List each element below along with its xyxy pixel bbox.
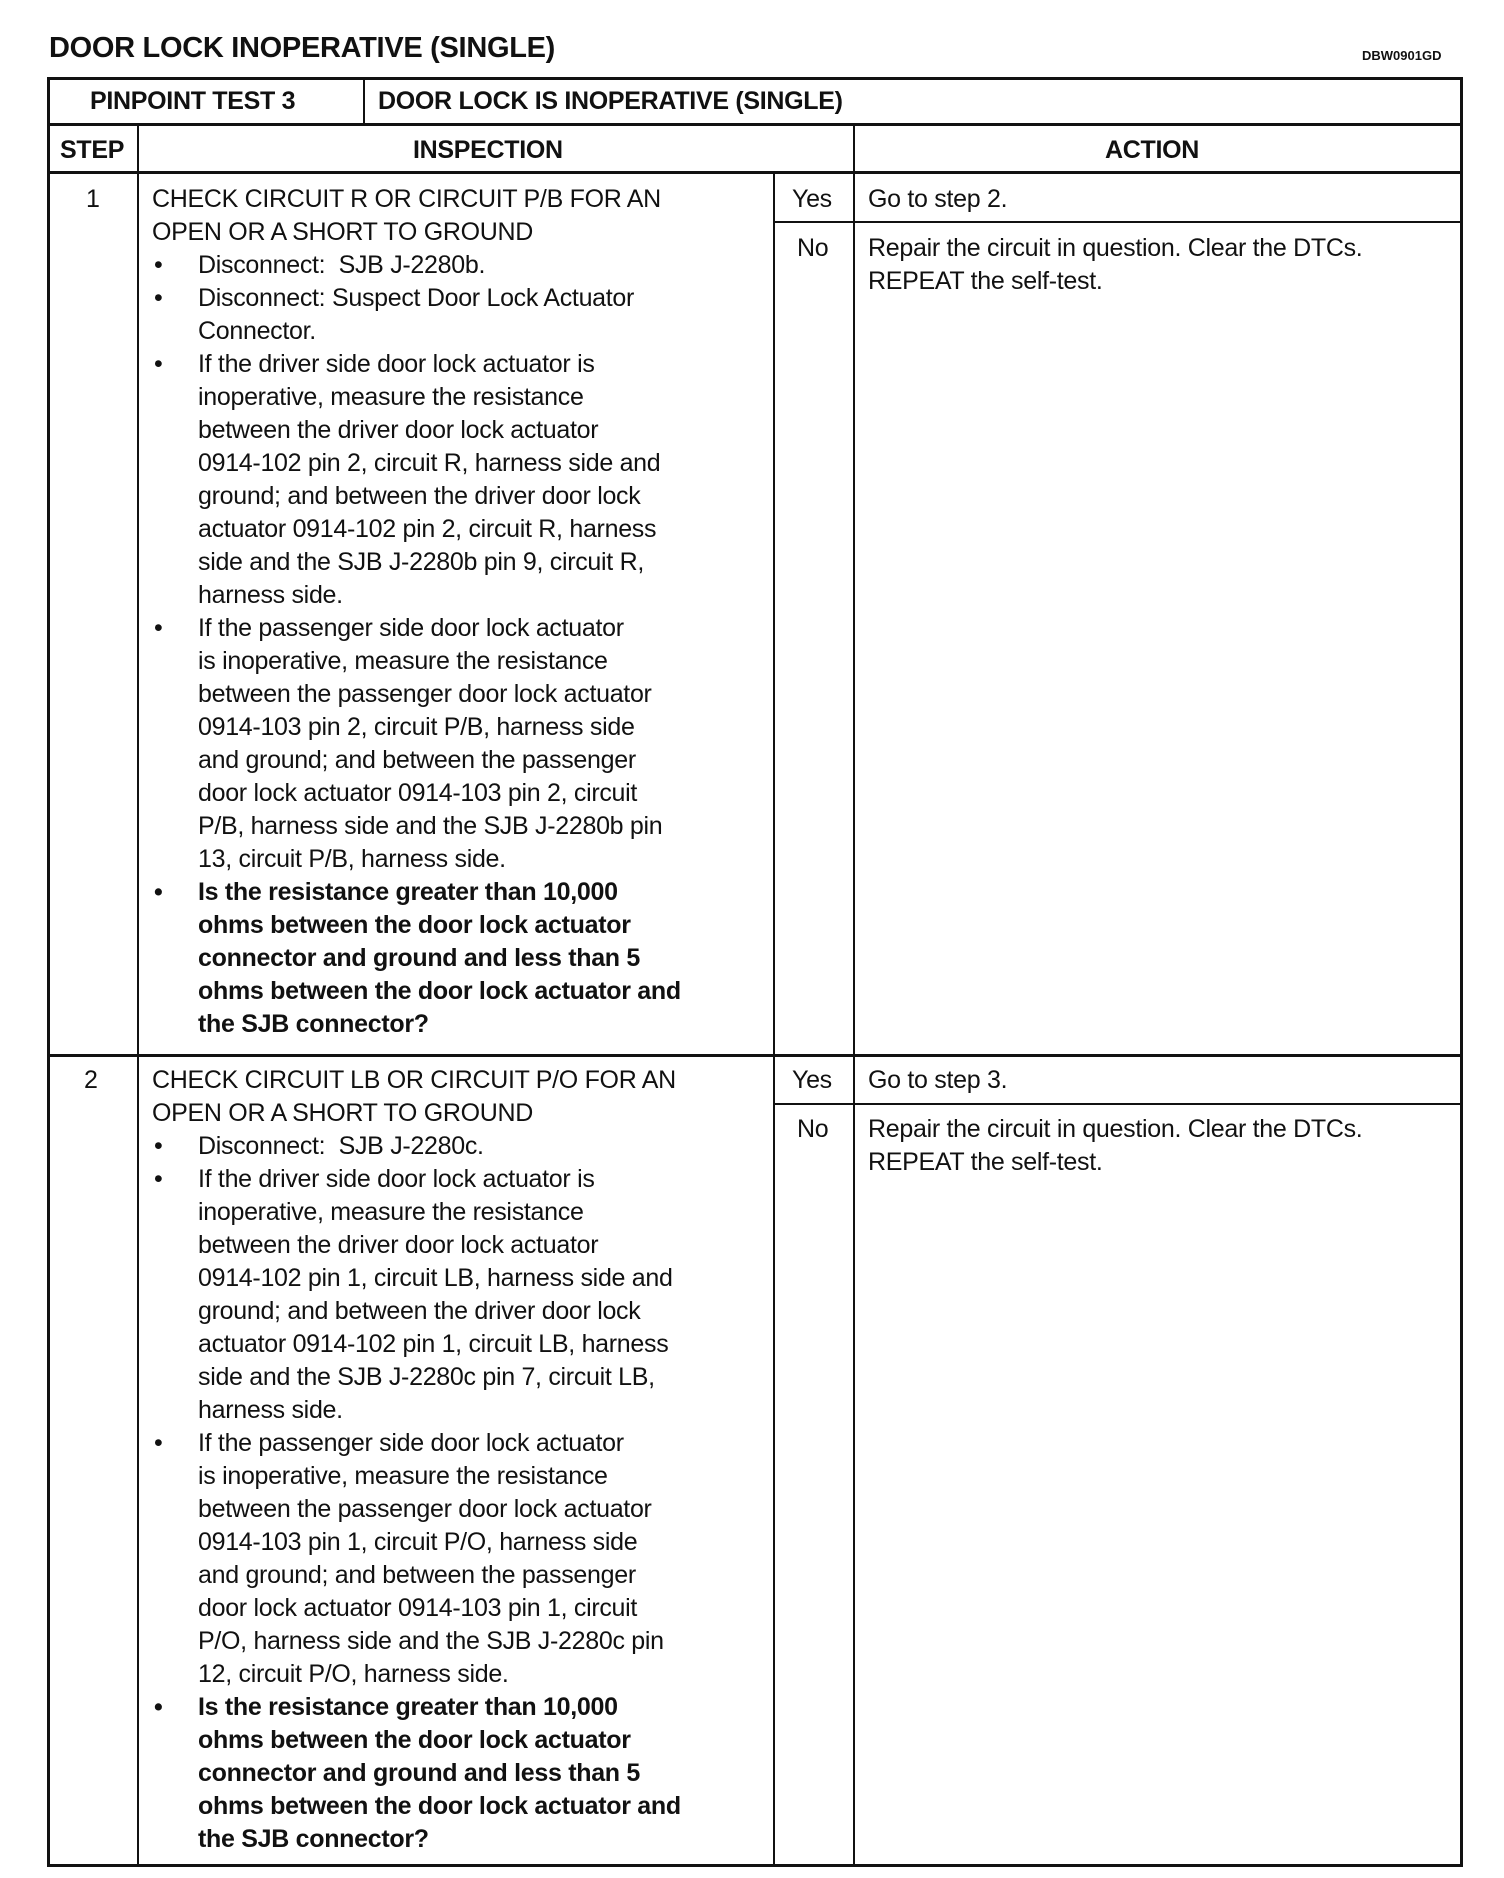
divider: [774, 1103, 1463, 1105]
list-item-text: Disconnect: SJB J-2280c.: [198, 1132, 484, 1160]
inspection-cell: [152, 183, 767, 1041]
yes-label: Yes: [792, 185, 832, 213]
no-action: Repair the circuit in question. Clear the DTCs. REPEAT the self-test.: [868, 234, 1363, 295]
list-item-text: If the passenger side door lock actuator is inoperative, measure the resistance between the passenger door lock actuator 0914-103 pin 2, circuit P/B, harness side and ground; and between the passenger door lock actuator 0914-103 pin 2, circuit P/B, harness side and the SJB J-2280b pin 13, circuit P/B, harness side.: [198, 614, 663, 873]
bullet-icon: •: [154, 350, 163, 378]
step-heading: CHECK CIRCUIT R OR CIRCUIT P/B FOR AN OPEN OR A SHORT TO GROUND: [152, 185, 661, 246]
divider: [853, 124, 855, 1867]
yes-label: Yes: [792, 1066, 832, 1094]
bullet-icon: •: [154, 251, 163, 279]
header-step: STEP: [60, 136, 125, 164]
list-item: [154, 1427, 767, 1691]
pinpoint-label: PINPOINT TEST 3: [90, 87, 296, 115]
question-text: Is the resistance greater than 10,000 ohms between the door lock actuator connector and ground and less than 5 ohms between the door lock actuator and the SJB connector?: [198, 878, 681, 1038]
bullet-icon: •: [154, 1429, 163, 1457]
bullet-icon: •: [154, 1132, 163, 1160]
list-item: [154, 612, 767, 876]
list-item-text: Disconnect: Suspect Door Lock Actuator Connector.: [198, 284, 635, 345]
question: [154, 1691, 767, 1856]
inspection-cell: [152, 1064, 767, 1856]
question: [154, 876, 767, 1041]
list-item-text: If the driver side door lock actuator is inoperative, measure the resistance between the driver door lock actuator 0914-102 pin 2, circuit R, harness side and ground; and between the driver door lock actuator 0914-102 pin 2, circuit R, harness side and the SJB J-2280b pin 9, circuit R, harness side.: [198, 350, 661, 609]
yes-action: Go to step 3.: [868, 1066, 1008, 1094]
divider: [363, 77, 365, 124]
list-item-text: If the passenger side door lock actuator is inoperative, measure the resistance between the passenger door lock actuator 0914-103 pin 1, circuit P/O, harness side and ground; and between the passenger door lock actuator 0914-103 pin 1, circuit P/O, harness side and the SJB J-2280c pin 12, circuit P/O, harness side.: [198, 1429, 664, 1688]
no-label: No: [797, 234, 829, 262]
divider: [774, 221, 1463, 223]
bullet-icon: •: [154, 284, 163, 312]
bullet-icon: •: [154, 878, 163, 906]
bullet-icon: •: [154, 1165, 163, 1193]
yes-action: Go to step 2.: [868, 185, 1008, 213]
pinpoint-title: DOOR LOCK IS INOPERATIVE (SINGLE): [378, 87, 843, 115]
list-item: [154, 282, 767, 348]
list-item: [154, 348, 767, 612]
header-inspection: INSPECTION: [413, 136, 563, 164]
step-number: 2: [84, 1066, 98, 1094]
header-action: ACTION: [1105, 136, 1200, 164]
list-item: [154, 1130, 767, 1163]
question-text: Is the resistance greater than 10,000 ohms between the door lock actuator connector and ground and less than 5 ohms between the door lock actuator and the SJB connector?: [198, 1693, 681, 1853]
page-title: DOOR LOCK INOPERATIVE (SINGLE): [49, 32, 556, 64]
divider: [47, 123, 1463, 126]
divider: [47, 171, 1463, 174]
list-item: [154, 249, 767, 282]
bullet-icon: •: [154, 1693, 163, 1721]
divider: [47, 1054, 1463, 1057]
divider: [137, 124, 139, 1867]
no-label: No: [797, 1115, 829, 1143]
bullet-icon: •: [154, 614, 163, 642]
list-item: [154, 1163, 767, 1427]
step-heading: CHECK CIRCUIT LB OR CIRCUIT P/O FOR AN OPEN OR A SHORT TO GROUND: [152, 1066, 676, 1127]
step-number: 1: [86, 185, 100, 213]
list-item-text: If the driver side door lock actuator is inoperative, measure the resistance between the driver door lock actuator 0914-102 pin 1, circuit LB, harness side and ground; and between the driver door lock actuator 0914-102 pin 1, circuit LB, harness side and the SJB J-2280c pin 7, circuit LB, harness side.: [198, 1165, 673, 1424]
no-action: Repair the circuit in question. Clear the DTCs. REPEAT the self-test.: [868, 1115, 1363, 1176]
divider: [773, 173, 775, 1867]
figure-code: DBW0901GD: [1362, 48, 1442, 63]
list-item-text: Disconnect: SJB J-2280b.: [198, 251, 486, 279]
